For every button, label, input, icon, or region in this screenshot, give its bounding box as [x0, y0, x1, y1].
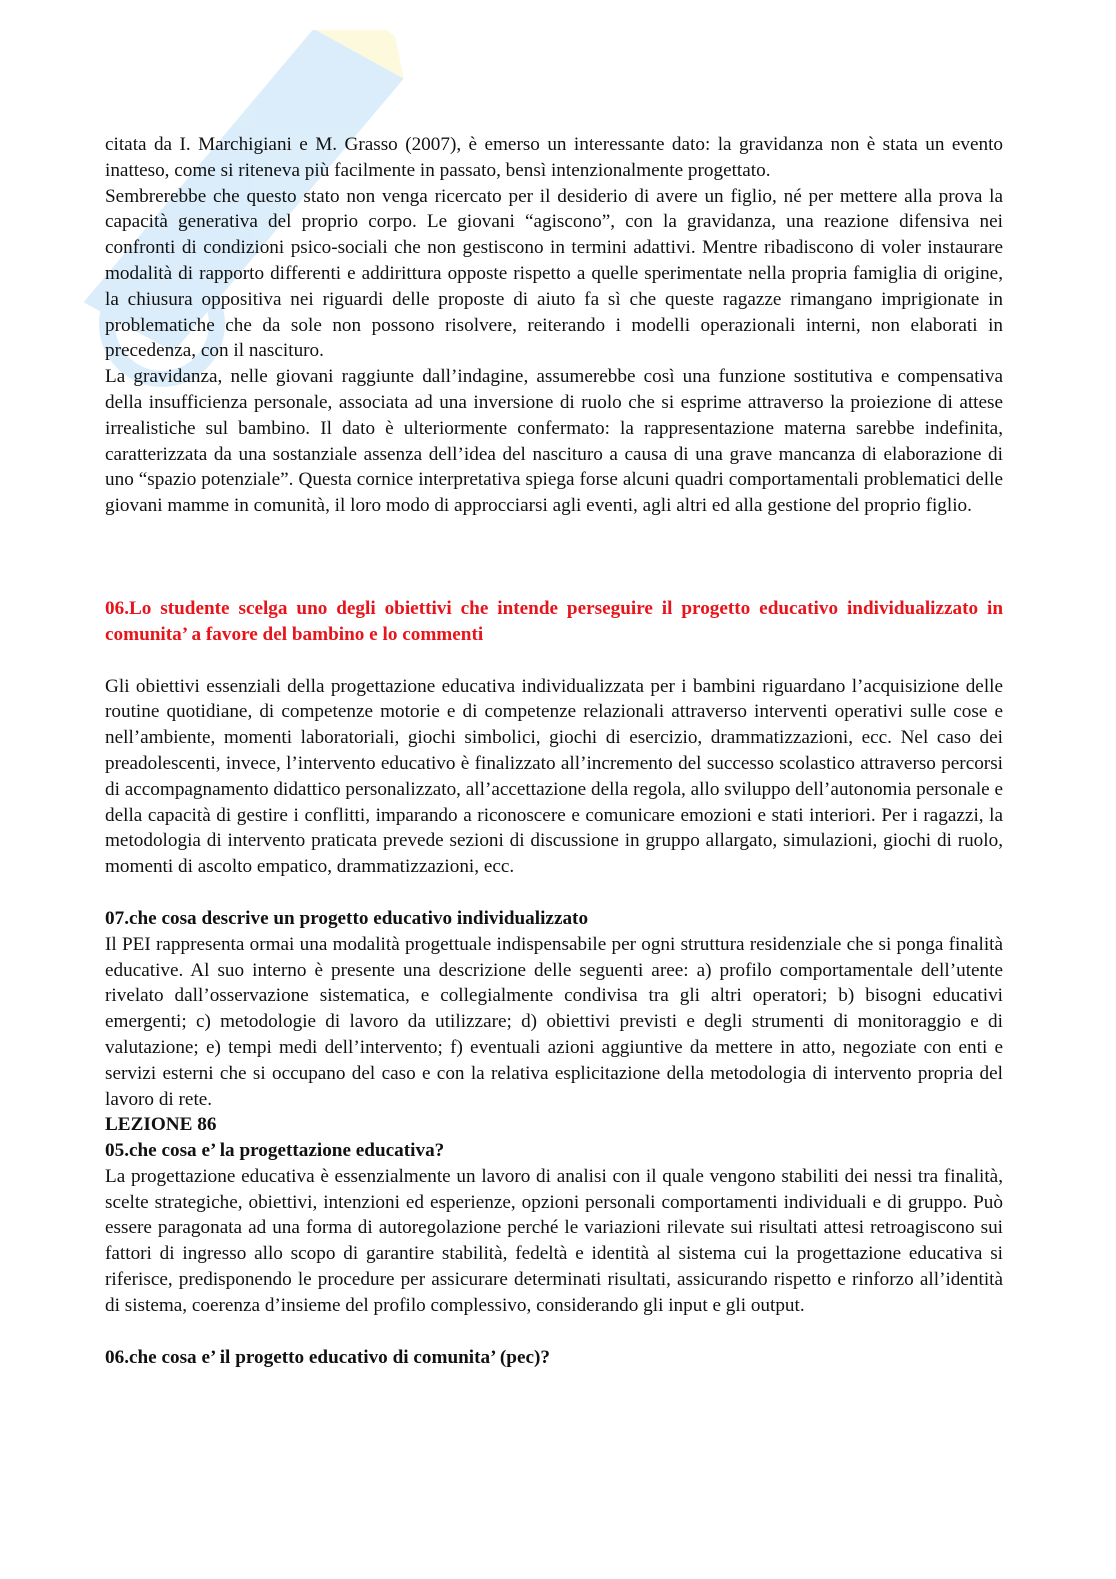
question-05-heading: 05.che cosa e’ la progettazione educativa?: [105, 1140, 445, 1162]
section-spacer: [105, 519, 1003, 596]
intro-paragraph: citata da I. Marchigiani e M. Grasso (2007), è emerso un interessante dato: la gravidanza non è stata un evento inatteso, come si riteneva più facilmente in passato, bensì intenzionalmente progettato.: [105, 134, 1003, 181]
question-07-heading: 07.che cosa descrive un progetto educativo individualizzato: [105, 907, 589, 929]
intro-paragraph: Sembrerebbe che questo stato non venga ricercato per il desiderio di avere un figlio, né per mettere alla prova la capacità generativa del proprio corpo. Le giovani “agiscono”, con la gravidanza, una reazione difensiva nei confronti di condizioni psico-sociali che non gestiscono in termini adattivi. Mentre ribadiscono di voler instaurare modalità di rapporto differenti e addirittura opposte rispetto a quelle sperimentate nella propria famiglia di origine, la chiusura oppositiva nei riguardi delle proposte di aiuto fa sì che queste ragazze rimangano imprigionate in problematiche che da sole non possono risolvere, reiterando i modelli operazionali interni, non elaborati in precedenza, con il nascituro.: [105, 185, 1003, 362]
question-06-heading: 06.Lo studente scelga uno degli obiettivi che intende perseguire il progetto educativo individualizzato in comunita’ a favore del bambino e lo commenti: [105, 597, 1003, 645]
question-05-answer: La progettazione educativa è essenzialmente un lavoro di analisi con il quale vengono stabiliti dei nessi tra finalità, scelte strategiche, obiettivi, intenzioni ed esperienze, opzioni personali comportamenti individuali e di gruppo. Può essere paragonata ad una forma di autoregolazione perché le variazioni rilevate sui risultati attesi retroagiscono sui fattori di ingresso allo scopo di garantire stabilità, fedeltà e identità al sistema cui la progettazione educativa si riferisce, predisponendo le procedure per assicurare determinati risultati, assicurando rispetto e rinforzo all’identità di sistema, coerenza d’insieme del profilo complessivo, considerando gli input e gli output.: [105, 1165, 1003, 1316]
section-spacer: [105, 1319, 1003, 1345]
watermark-ribbon-fold: [303, 30, 416, 105]
document-page: [105, 132, 1003, 1370]
question-06b-heading: 06.che cosa e’ il progetto educativo di comunita’ (pec)?: [105, 1346, 550, 1368]
question-07-answer: Il PEI rappresenta ormai una modalità progettuale indispensabile per ogni struttura residenziale che si ponga finalità educative. Al suo interno è presente una descrizione delle seguenti aree: a) profilo comportamentale dell’utente rivelato dall’osservazione sistematica, e collegialmente condivisa tra gli altri operatori; b) bisogni educativi emergenti; c) metodologie di lavoro da utilizzare; d) obiettivi previsti e degli strumenti di monitoraggio e di valutazione; e) tempi medi dell’intervento; f) eventuali azioni aggiuntive da mettere in atto, negoziate con enti e servizi esterni che si occupano del caso e con la relativa esplicitazione della metodologia di intervento propria del lavoro di rete.: [105, 933, 1003, 1110]
lesson-heading: LEZIONE 86: [105, 1114, 217, 1136]
section-spacer: [105, 648, 1003, 674]
intro-paragraph: La gravidanza, nelle giovani raggiunte dall’indagine, assumerebbe così una funzione sostitutiva e compensativa della insufficienza personale, associata ad una inversione di ruolo che si esprime attraverso la proiezione di attese irrealistiche sul bambino. Il dato è ulteriormente confermato: la rappresentazione materna sarebbe indefinita, caratterizzata da una sostanziale assenza dell’idea del nascituro a causa di una grave mancanza di elaborazione di uno “spazio potenziale”. Questa cornice interpretativa spiega forse alcuni quadri comportamentali problematici delle giovani mamme in comunità, il loro modo di approcciarsi agli eventi, agli altri ed alla gestione del proprio figlio.: [105, 366, 1003, 517]
section-spacer: [105, 880, 1003, 906]
question-06-answer: Gli obiettivi essenziali della progettazione educativa individualizzata per i bambini riguardano l’acquisizione delle routine quotidiane, di competenze motorie e di competenze relazionali attraverso interventi operativi sulle cose e nell’ambiente, momenti laboratoriali, giochi simbolici, giochi di esercizio, drammatizzazioni, ecc. Nel caso dei preadolescenti, invece, l’intervento educativo è finalizzato all’incremento del successo scolastico attraverso percorsi di accompagnamento didattico personalizzato, all’accettazione della regola, allo sviluppo dell’autonomia personale e della capacità di gestire i conflitti, imparando a riconoscere e comunicare emozioni e stati interiori. Per i ragazzi, la metodologia di intervento praticata prevede sezioni di discussione in gruppo allargato, simulazioni, giochi di ruolo, momenti di ascolto empatico, drammatizzazioni, ecc.: [105, 675, 1003, 878]
